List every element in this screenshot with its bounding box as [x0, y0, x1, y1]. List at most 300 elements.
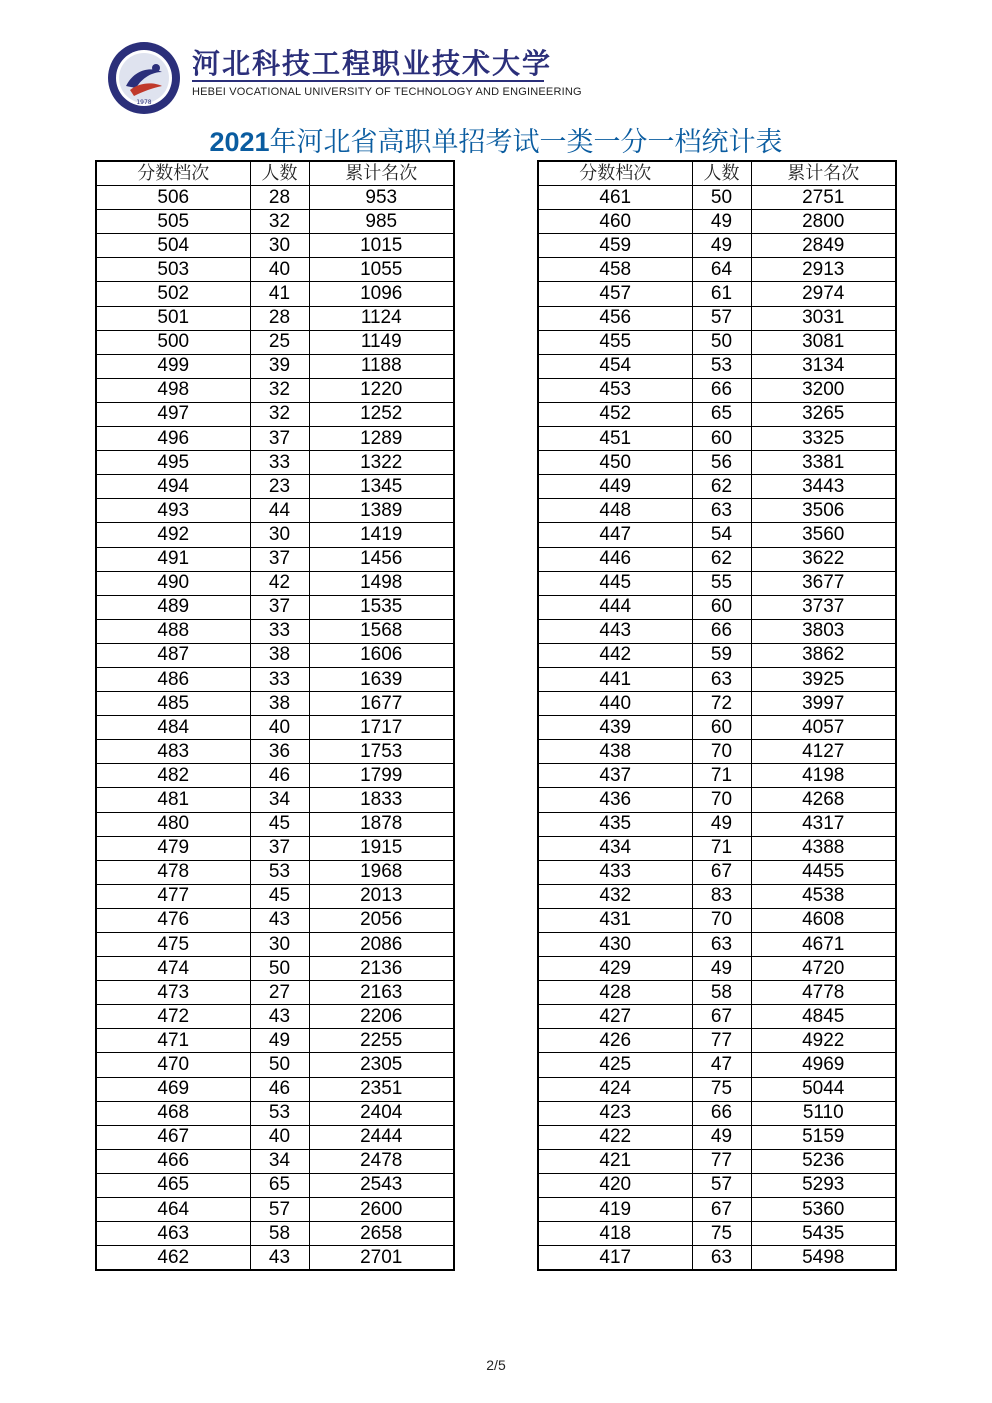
cell-count: 60 [692, 716, 751, 740]
cell-count: 38 [250, 643, 309, 667]
cell-score: 429 [538, 957, 692, 981]
cell-count: 65 [250, 1173, 309, 1197]
table-row [96, 354, 454, 378]
table-row [538, 981, 896, 1005]
cell-rank: 1220 [309, 378, 454, 402]
cell-rank: 4922 [751, 1029, 896, 1053]
score-table-right [537, 160, 897, 1271]
cell-count: 65 [692, 402, 751, 426]
cell-count: 58 [250, 1222, 309, 1246]
cell-count: 32 [250, 402, 309, 426]
cell-score: 427 [538, 1005, 692, 1029]
table-row [538, 764, 896, 788]
col-header-count: 人数 [692, 161, 751, 186]
cell-rank: 3622 [751, 547, 896, 571]
cell-score: 460 [538, 210, 692, 234]
cell-rank: 2849 [751, 234, 896, 258]
table-row [538, 812, 896, 836]
cell-score: 447 [538, 523, 692, 547]
cell-count: 28 [250, 306, 309, 330]
cell-score: 454 [538, 354, 692, 378]
table-row [96, 933, 454, 957]
table-row [538, 571, 896, 595]
cell-count: 33 [250, 667, 309, 691]
table-row [538, 595, 896, 619]
cell-rank: 4778 [751, 981, 896, 1005]
table-row [96, 1173, 454, 1197]
col-header-rank: 累计名次 [751, 161, 896, 186]
cell-score: 422 [538, 1125, 692, 1149]
cell-rank: 3803 [751, 619, 896, 643]
cell-rank: 2255 [309, 1029, 454, 1053]
cell-score: 479 [96, 836, 250, 860]
cell-rank: 4127 [751, 740, 896, 764]
table-row [96, 234, 454, 258]
cell-rank: 3925 [751, 667, 896, 691]
cell-rank: 5435 [751, 1222, 896, 1246]
cell-count: 37 [250, 547, 309, 571]
table-row [538, 402, 896, 426]
table-row [538, 884, 896, 908]
cell-count: 72 [692, 692, 751, 716]
cell-rank: 2163 [309, 981, 454, 1005]
cell-count: 45 [250, 812, 309, 836]
table-row [538, 330, 896, 354]
cell-count: 45 [250, 884, 309, 908]
table-header-row [96, 161, 454, 186]
cell-count: 67 [692, 1005, 751, 1029]
cell-score: 443 [538, 619, 692, 643]
header-divider [192, 80, 544, 82]
table-row [538, 740, 896, 764]
cell-count: 50 [250, 1053, 309, 1077]
table-row [96, 427, 454, 451]
cell-score: 473 [96, 981, 250, 1005]
cell-rank: 2136 [309, 957, 454, 981]
cell-count: 33 [250, 451, 309, 475]
cell-count: 39 [250, 354, 309, 378]
cell-score: 469 [96, 1077, 250, 1101]
cell-count: 63 [692, 933, 751, 957]
cell-count: 62 [692, 547, 751, 571]
cell-score: 488 [96, 619, 250, 643]
cell-rank: 1055 [309, 258, 454, 282]
cell-score: 435 [538, 812, 692, 836]
table-row [96, 547, 454, 571]
cell-score: 498 [96, 378, 250, 402]
cell-rank: 2701 [309, 1246, 454, 1271]
cell-count: 70 [692, 908, 751, 932]
cell-score: 496 [96, 427, 250, 451]
cell-count: 77 [692, 1149, 751, 1173]
cell-score: 444 [538, 595, 692, 619]
table-row [96, 1198, 454, 1222]
cell-score: 457 [538, 282, 692, 306]
cell-score: 439 [538, 716, 692, 740]
cell-rank: 4455 [751, 860, 896, 884]
cell-rank: 1915 [309, 836, 454, 860]
table-row [96, 210, 454, 234]
cell-count: 32 [250, 210, 309, 234]
cell-rank: 3677 [751, 571, 896, 595]
cell-rank: 1717 [309, 716, 454, 740]
cell-score: 455 [538, 330, 692, 354]
table-row [538, 427, 896, 451]
cell-score: 433 [538, 860, 692, 884]
cell-rank: 5236 [751, 1149, 896, 1173]
table-row [538, 523, 896, 547]
cell-rank: 1124 [309, 306, 454, 330]
table-row [538, 306, 896, 330]
cell-rank: 2543 [309, 1173, 454, 1197]
cell-score: 434 [538, 836, 692, 860]
cell-rank: 4198 [751, 764, 896, 788]
cell-rank: 4969 [751, 1053, 896, 1077]
cell-score: 419 [538, 1198, 692, 1222]
cell-rank: 2913 [751, 258, 896, 282]
table-row [96, 836, 454, 860]
cell-count: 40 [250, 1125, 309, 1149]
cell-rank: 2600 [309, 1198, 454, 1222]
cell-rank: 3200 [751, 378, 896, 402]
cell-count: 49 [692, 957, 751, 981]
cell-rank: 1096 [309, 282, 454, 306]
cell-rank: 1833 [309, 788, 454, 812]
school-header [100, 36, 582, 116]
cell-rank: 3134 [751, 354, 896, 378]
table-row [96, 1005, 454, 1029]
table-row [538, 788, 896, 812]
table-row [96, 258, 454, 282]
cell-rank: 2658 [309, 1222, 454, 1246]
table-row [538, 667, 896, 691]
table-row [96, 1246, 454, 1271]
cell-rank: 5159 [751, 1125, 896, 1149]
cell-score: 506 [96, 186, 250, 210]
cell-score: 431 [538, 908, 692, 932]
cell-score: 497 [96, 402, 250, 426]
cell-score: 420 [538, 1173, 692, 1197]
cell-score: 470 [96, 1053, 250, 1077]
table-row [96, 186, 454, 210]
cell-count: 25 [250, 330, 309, 354]
cell-rank: 1753 [309, 740, 454, 764]
table-row [96, 306, 454, 330]
cell-rank: 2206 [309, 1005, 454, 1029]
cell-score: 430 [538, 933, 692, 957]
table-row [538, 258, 896, 282]
cell-count: 71 [692, 836, 751, 860]
cell-count: 64 [692, 258, 751, 282]
cell-rank: 3737 [751, 595, 896, 619]
cell-rank: 1419 [309, 523, 454, 547]
cell-rank: 4538 [751, 884, 896, 908]
cell-score: 495 [96, 451, 250, 475]
table-row [96, 1222, 454, 1246]
table-row [96, 619, 454, 643]
cell-score: 465 [96, 1173, 250, 1197]
cell-count: 40 [250, 258, 309, 282]
school-name-en: HEBEI VOCATIONAL UNIVERSITY OF TECHNOLOGY AND ENGINEERING [192, 86, 582, 98]
table-row [96, 716, 454, 740]
cell-count: 56 [692, 451, 751, 475]
cell-count: 71 [692, 764, 751, 788]
cell-rank: 4608 [751, 908, 896, 932]
cell-score: 441 [538, 667, 692, 691]
cell-count: 33 [250, 619, 309, 643]
table-row [538, 1222, 896, 1246]
cell-count: 50 [692, 186, 751, 210]
cell-rank: 1322 [309, 451, 454, 475]
cell-score: 438 [538, 740, 692, 764]
cell-rank: 985 [309, 210, 454, 234]
table-row [96, 1101, 454, 1125]
table-row [96, 402, 454, 426]
cell-score: 486 [96, 667, 250, 691]
table-row [96, 812, 454, 836]
table-row [96, 884, 454, 908]
cell-score: 501 [96, 306, 250, 330]
cell-count: 46 [250, 764, 309, 788]
cell-score: 466 [96, 1149, 250, 1173]
cell-score: 487 [96, 643, 250, 667]
cell-count: 37 [250, 836, 309, 860]
cell-score: 418 [538, 1222, 692, 1246]
table-row [538, 1101, 896, 1125]
cell-count: 50 [250, 957, 309, 981]
cell-rank: 1878 [309, 812, 454, 836]
table-row [538, 933, 896, 957]
table-row [538, 1053, 896, 1077]
cell-count: 57 [692, 1173, 751, 1197]
cell-score: 432 [538, 884, 692, 908]
cell-count: 55 [692, 571, 751, 595]
table-row [96, 764, 454, 788]
cell-rank: 4720 [751, 957, 896, 981]
cell-score: 450 [538, 451, 692, 475]
cell-score: 477 [96, 884, 250, 908]
table-row [538, 619, 896, 643]
cell-rank: 2974 [751, 282, 896, 306]
cell-count: 70 [692, 788, 751, 812]
cell-rank: 4057 [751, 716, 896, 740]
cell-rank: 5360 [751, 1198, 896, 1222]
cell-rank: 3862 [751, 643, 896, 667]
cell-count: 43 [250, 1246, 309, 1271]
cell-count: 59 [692, 643, 751, 667]
cell-score: 478 [96, 860, 250, 884]
table-row [538, 692, 896, 716]
cell-count: 30 [250, 523, 309, 547]
cell-score: 482 [96, 764, 250, 788]
school-name-cn: 河北科技工程职业技术大学 [192, 47, 553, 80]
cell-rank: 2404 [309, 1101, 454, 1125]
cell-score: 421 [538, 1149, 692, 1173]
cell-score: 440 [538, 692, 692, 716]
cell-count: 46 [250, 1077, 309, 1101]
cell-count: 67 [692, 1198, 751, 1222]
cell-rank: 3265 [751, 402, 896, 426]
cell-count: 70 [692, 740, 751, 764]
cell-score: 442 [538, 643, 692, 667]
table-row [538, 836, 896, 860]
table-row [538, 547, 896, 571]
cell-score: 467 [96, 1125, 250, 1149]
cell-count: 77 [692, 1029, 751, 1053]
table-row [96, 981, 454, 1005]
cell-score: 463 [96, 1222, 250, 1246]
table-row [538, 282, 896, 306]
cell-score: 459 [538, 234, 692, 258]
cell-rank: 1345 [309, 475, 454, 499]
cell-rank: 5498 [751, 1246, 896, 1271]
table-row [96, 692, 454, 716]
table-row [538, 1029, 896, 1053]
cell-score: 464 [96, 1198, 250, 1222]
cell-score: 445 [538, 571, 692, 595]
cell-rank: 1799 [309, 764, 454, 788]
cell-count: 60 [692, 427, 751, 451]
cell-score: 458 [538, 258, 692, 282]
cell-rank: 1968 [309, 860, 454, 884]
table-row [96, 523, 454, 547]
cell-count: 53 [250, 860, 309, 884]
cell-score: 452 [538, 402, 692, 426]
cell-count: 30 [250, 234, 309, 258]
col-header-score: 分数档次 [96, 161, 250, 186]
cell-score: 423 [538, 1101, 692, 1125]
cell-count: 47 [692, 1053, 751, 1077]
table-row [96, 1149, 454, 1173]
cell-count: 37 [250, 427, 309, 451]
table-row [538, 716, 896, 740]
col-header-count: 人数 [250, 161, 309, 186]
col-header-score: 分数档次 [538, 161, 692, 186]
table-row [538, 643, 896, 667]
table-row [538, 1173, 896, 1197]
cell-count: 62 [692, 475, 751, 499]
table-row [96, 1029, 454, 1053]
table-row [96, 595, 454, 619]
cell-rank: 2444 [309, 1125, 454, 1149]
cell-score: 476 [96, 908, 250, 932]
table-row [96, 860, 454, 884]
table-row [538, 378, 896, 402]
table-row [538, 860, 896, 884]
cell-score: 453 [538, 378, 692, 402]
cell-score: 475 [96, 933, 250, 957]
table-row [96, 1077, 454, 1101]
cell-score: 436 [538, 788, 692, 812]
table-row [538, 1005, 896, 1029]
cell-score: 451 [538, 427, 692, 451]
cell-rank: 3031 [751, 306, 896, 330]
table-row [538, 499, 896, 523]
cell-rank: 2086 [309, 933, 454, 957]
table-row [96, 643, 454, 667]
cell-rank: 1252 [309, 402, 454, 426]
cell-score: 499 [96, 354, 250, 378]
cell-rank: 5044 [751, 1077, 896, 1101]
cell-count: 28 [250, 186, 309, 210]
cell-rank: 1498 [309, 571, 454, 595]
score-table-left [95, 160, 455, 1271]
col-header-rank: 累计名次 [309, 161, 454, 186]
cell-rank: 2800 [751, 210, 896, 234]
cell-score: 471 [96, 1029, 250, 1053]
cell-count: 41 [250, 282, 309, 306]
cell-count: 32 [250, 378, 309, 402]
cell-count: 49 [250, 1029, 309, 1053]
cell-rank: 2305 [309, 1053, 454, 1077]
cell-count: 58 [692, 981, 751, 1005]
cell-count: 34 [250, 788, 309, 812]
cell-count: 66 [692, 1101, 751, 1125]
table-row [538, 186, 896, 210]
cell-score: 428 [538, 981, 692, 1005]
cell-count: 49 [692, 1125, 751, 1149]
cell-count: 57 [250, 1198, 309, 1222]
cell-rank: 1677 [309, 692, 454, 716]
cell-rank: 2013 [309, 884, 454, 908]
cell-rank: 2751 [751, 186, 896, 210]
cell-count: 43 [250, 908, 309, 932]
cell-rank: 1639 [309, 667, 454, 691]
cell-score: 448 [538, 499, 692, 523]
cell-score: 424 [538, 1077, 692, 1101]
table-row [96, 788, 454, 812]
table-row [538, 1077, 896, 1101]
cell-count: 49 [692, 234, 751, 258]
cell-count: 75 [692, 1222, 751, 1246]
cell-count: 53 [250, 1101, 309, 1125]
cell-rank: 3506 [751, 499, 896, 523]
cell-score: 426 [538, 1029, 692, 1053]
table-row [96, 740, 454, 764]
cell-count: 50 [692, 330, 751, 354]
cell-score: 437 [538, 764, 692, 788]
table-row [538, 234, 896, 258]
table-row [538, 1198, 896, 1222]
cell-score: 500 [96, 330, 250, 354]
cell-rank: 3560 [751, 523, 896, 547]
cell-count: 27 [250, 981, 309, 1005]
cell-rank: 1456 [309, 547, 454, 571]
cell-score: 505 [96, 210, 250, 234]
cell-rank: 1015 [309, 234, 454, 258]
cell-count: 49 [692, 812, 751, 836]
cell-score: 425 [538, 1053, 692, 1077]
table-header-row [538, 161, 896, 186]
cell-count: 67 [692, 860, 751, 884]
cell-count: 63 [692, 1246, 751, 1271]
title-year: 2021 [209, 127, 270, 157]
cell-rank: 1289 [309, 427, 454, 451]
cell-score: 493 [96, 499, 250, 523]
cell-count: 53 [692, 354, 751, 378]
cell-count: 36 [250, 740, 309, 764]
table-row [96, 378, 454, 402]
cell-score: 490 [96, 571, 250, 595]
cell-score: 456 [538, 306, 692, 330]
cell-score: 417 [538, 1246, 692, 1271]
cell-rank: 1149 [309, 330, 454, 354]
cell-score: 504 [96, 234, 250, 258]
cell-rank: 4317 [751, 812, 896, 836]
table-row [96, 475, 454, 499]
cell-count: 63 [692, 667, 751, 691]
cell-score: 494 [96, 475, 250, 499]
